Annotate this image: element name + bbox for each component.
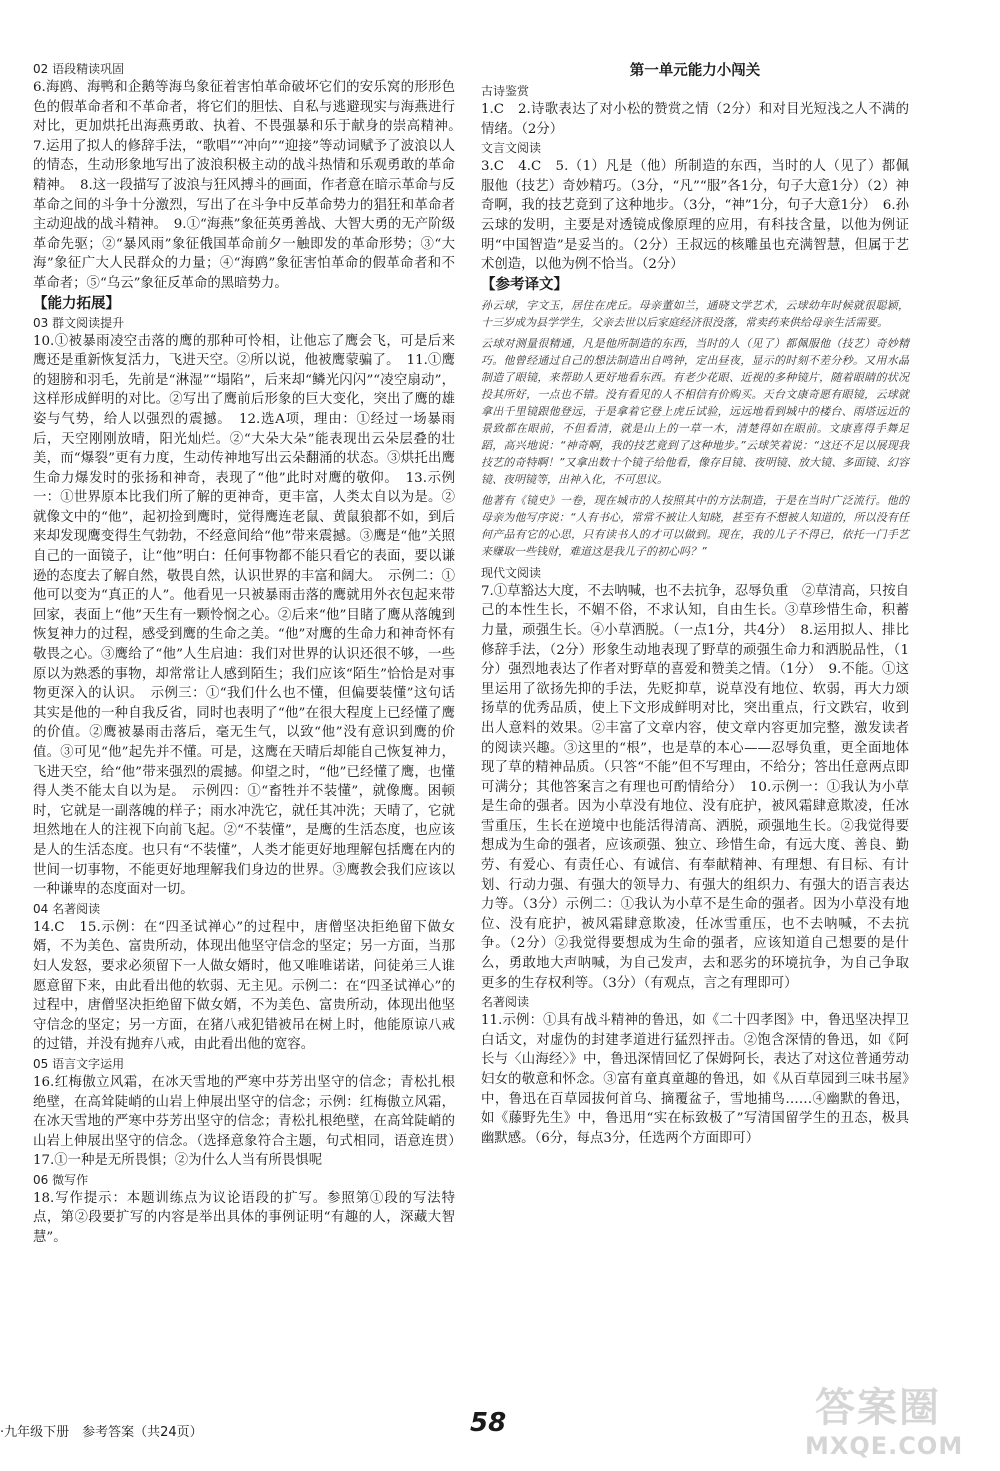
answer-block-10-13: 10.①被暴雨凌空击落的鹰的那种可怜相，让他忘了鹰会飞，可是后来鹰还是重新恢复活力，飞进天空。②所以说，他被鹰蒙骗了。 11.①鹰的翅膀和羽毛，先前是“淋湿”“塌陷”，后来却“鳞光闪闪”“凌空扇动”，这样形成鲜明的对比。②写出了鹰前后形象的巨大变化，突出了鹰的雄姿与气势，给人以强烈的震撼。 12.选A项，理由：①经过一场暴雨后，天空刚刚放晴，阳光灿烂。②“大朵大朵”能表现出云朵层叠的壮美，而“爆裂”更有力度，生动传神地写出云朵翻涌的状态。③烘托出鹰生命力爆发时的张扬和神奇，表现了“他”此时对鹰的敬仰。 13.示例一：①世界原本比我们所了解的更神奇，更丰富，人类太自以为是。②就像文中的“他”，起初捡到鹰时，觉得鹰连老鼠、黄鼠狼都不如，到后来却发现鹰变得生气勃勃，不经意间给“他”带来震撼。③鹰是“他”关照自己的一面镜子，让“他”明白：任何事物都不能只看它的表面，要以谦逊的态度去了解自然，敬畏自然，认识世界的丰富和阔大。 示例二：①他可以变为“真正的人”。他看见一只被暴雨击落的鹰就用外衣包起来带回家，表面上“他”天生有一颗怜悯之心。②后来“他”目睹了鹰从落魄到恢复神力的过程，感受到鹰的生命之美。“他”对鹰的生命力和神奇怀有敬畏之心。③鹰给了“他”人生启迪：我们对世界的认识还很不够，一些原以为熟悉的事物，却常常让人感到陌生；我们应该“陌生”恰恰是对事物更深入的认识。 示例三：①“我们什么也不懂，但偏要装懂”这句话其实是他的一种自我反省，同时也表明了“他”在很大程度上已经懂了鹰的价值。②鹰被暴雨击落后，毫无生气，以致“他”没有意识到鹰的价值。③可见“他”起先并不懂。可是，这鹰在天晴后却能自己恢复神力，飞进天空，给“他”带来强烈的震撼。仰望之时，“他”已经懂了鹰，也懂得人类不能太自以为是。 示例四：①“畜牲并不装懂”，就像鹰。困顿时，它就是一副落魄的样子；雨水冲洗它，就任其冲洗；天晴了，它就坦然地在人的注视下向前飞起。②“不装懂”，是鹰的生活态度，也应该是人的生活态度。也只有“不装懂”，人类才能更好地理解包括鹰在内的世间一切事物，不能更好地理解我们身边的世界。③鹰教会我们应该以一种谦卑的态度面对一切。	[33, 333, 455, 898]
section-header-wenyan: 文言文阅读	[481, 141, 542, 156]
left-column	[33, 60, 469, 1248]
watermark-logo-text: 答案圈	[815, 1385, 941, 1431]
section-header-05: 05 语言文字运用	[33, 1056, 125, 1071]
watermark-url: MXQE.COM	[805, 1432, 964, 1460]
right-column	[481, 60, 909, 1148]
section-header-gushi: 古诗鉴赏	[481, 84, 530, 98]
answer-block-6-9: 6.海鸥、海鸭和企鹅等海鸟象征着害怕革命破坏它们的安乐窝的形形色色的假革命者和不革命者，将它们的胆怯、自私与逃避现实与海燕进行对比，更加烘托出海燕勇敢、执着、不畏强暴和乐于献身的崇高精神。 7.运用了拟人的修辞手法，“歌唱”“冲向”“迎接”等动词赋予了波浪以人的情态，生动形象地写出了波浪积极主动的战斗热情和乐观勇敢的革命精神。 8.这一段描写了波浪与狂风搏斗的画面，作者意在暗示革命与反革命之间的斗争十分激烈，写出了在斗争中反革命势力的猖狂和革命者主动迎战的战斗精神。 9.①“海燕”象征英勇善战、大智大勇的无产阶级革命先驱；②“暴风雨”象征俄国革命前夕一触即发的革命形势；③“大海”象征广大人民群众的力量；④“海鸥”象征害怕革命的假革命者和不革命者；⑤“乌云”象征反革命的黑暗势力。	[33, 80, 469, 291]
ability-expansion-heading: 【能力拓展】	[33, 295, 120, 312]
section-header-mingzhu: 名著阅读	[481, 995, 530, 1010]
answer-block-1-2: 1.C 2.诗歌表达了对小松的赞赏之情（2分）和对目光短浅之人不满的情绪。（2分）	[481, 102, 909, 137]
reference-translation-heading: 【参考译文】	[481, 276, 568, 293]
unit-title: 第一单元能力小闯关	[629, 63, 761, 79]
section-header-06: 06 微写作	[33, 1172, 89, 1187]
watermark-logo	[805, 1376, 990, 1464]
answer-block-18: 18.写作提示：本题训练点为议论语段的扩写。参照第①段的写法特点，第②段要扩写的内容是举出具体的事例证明“有趣的人，深藏大智慧”。	[33, 1190, 455, 1246]
section-header-02: 02 语段精读巩固	[33, 62, 125, 76]
footer-book-info: ·九年级下册 参考答案（共24页）	[0, 1425, 203, 1440]
answer-block-11: 11.示例：①具有战斗精神的鲁迅，如《二十四孝图》中，鲁迅坚决捍卫白话文，对虚伪的封建孝道进行猛烈抨击。②饱含深情的鲁迅，如《阿长与〈山海经〉》中，鲁迅深情回忆了保姆阿长，表达了对这位普通劳动妇女的敬意和怀念。③富有童真童趣的鲁迅，如《从百草园到三味书屋》中，鲁迅在百草园拔何首乌、摘覆盆子，雪地捕鸟……④幽默的鲁迅，如《藤野先生》中，鲁迅用“实在标致极了”写清国留学生的丑态，极具幽默感。（6分，每点3分，任选两个方面即可）	[481, 1013, 909, 1146]
page-number: 58	[470, 1408, 507, 1438]
translation-paragraph-2: 云球对测量很精通，凡是他所制造的东西，当时的人（见了）都佩服他（技艺）奇妙精巧。他曾经通过自己的想法制造出自鸣钟，定出昼夜，显示的时刻不差分秒。又用水晶制造了眼镜，来帮助人更好地看东西。有老少花眼、近视的多种镜片，随着眼睛的状况投其所好，一点也不错。没有看见的人不相信有价购买。天台文康奇愿有眼镜，云球就拿出千里镜跟他登远，于是拿着它登上虎丘试验，远远地看到城中的楼台、雨塔远近的景致都在眼前，不但看清，就是山上的一草一木，清楚得如在眼前。文康喜得手舞足蹈，高兴地说：“神奇啊，我的技艺竟到了这种地步。”云球笑着说：“这还不足以展现我技艺的奇特啊！”又拿出数十个镜子给他看，像存目镜、夜明镜、放大镜、多面镜、幻容镜、夜明镜等，出神入化，不可思议。	[481, 336, 909, 486]
translation-paragraph-1: 孙云球，字文玉，居住在虎丘。母亲董如兰，通晓文学艺术，云球幼年时候就很聪颖，十三岁成为县学学生，父亲去世以后家庭经济很没落，常卖药来供给母亲生活需要。	[481, 298, 909, 329]
answer-block-14-15: 14.C 15.示例：在“四圣试禅心”的过程中，唐僧坚决拒绝留下做女婿，不为美色、富贵所动，体现出他坚守信念的坚定；另一方面，当那妇人发怒，要求必须留下一人做女婿时，他又唯唯诺诺，问徒弟三人谁愿意留下来，由此看出他的软弱、无主见。示例二：在“四圣试禅心”的过程中，唐僧坚决拒绝留下做女婿，不为美色、富贵所动，体现出他坚守信念的坚定；另一方面，在猪八戒犯错被吊在树上时，他能原谅八戒的过错，并没有抛弃八戒，由此看出他的宽容。	[33, 919, 455, 1053]
answer-block-7-10: 7.①草豁达大度，不去呐喊，也不去抗争，忍辱负重 ②草清高，只按自己的本性生长，不媚不俗，不求认知，自由生长。③草珍惜生命，积蓄力量，顽强生长。④小草洒脱。（一点1分，共4分） 8.运用拟人、排比修辞手法，（2分）形象生动地表现了野草的顽强生命力和洒脱品性，（1分）强烈地表达了作者对野草的喜爱和赞美之情。（1分） 9.不能。①这里运用了欲扬先抑的手法，先贬抑草，说草没有地位、软弱，再大力颂扬草的优秀品质，使上下文形成鲜明对比，突出重点，行文跌宕，收到出人意料的效果。②丰富了文章内容，使文章内容更加完整，激发读者的阅读兴趣。③这里的“根”，也是草的本心——忍辱负重，更全面地体现了草的精神品质。（只答“不能”但不写理由，不给分；答出任意两点即可满分；其他答案言之有理也可酌情给分） 10.示例一：①我认为小草是生命的强者。因为小草没有地位、没有庇护，被风霜肆意欺凌，任冰雪重压，生长在逆境中也能活得清高、洒脱，顽强地生长。②我觉得要想成为生命的强者，应该顽强、独立、珍惜生命，有远大度、善良、勤劳、有爱心、有责任心、有诚信、有奉献精神、有理想、有目标、有计划、行动力强、有强大的领导力、有强大的组织力、有强大的语言表达力等。（3分）示例二：①我认为小草不是生命的强者。因为小草没有地位、没有庇护，被风霜肆意欺凌，任冰雪重压，也不去呐喊，不去抗争。（2分）②我觉得要想成为生命的强者，应该知道自己想要的是什么，勇敢地大声呐喊，为自己发声，去和恶劣的环境抗争，为自己争取更多的生存权利等。（3分）（有观点，言之有理即可）	[481, 583, 909, 991]
section-header-04: 04 名著阅读	[33, 901, 101, 916]
section-header-xiandai: 现代文阅读	[481, 565, 542, 580]
section-header-03: 03 群文阅读提升	[33, 315, 125, 330]
translation-paragraph-3: 他著有《镜史》一卷，现在城市的人按照其中的方法制造，于是在当时广泛流行。他的母亲为他写序说：“人有书心，常常不被让人知晓，甚至有不想被人知道的，所以没有任何产品有它的心思，只有读书人的才可以做到。现在，我的儿子不得已，依托一门手艺来赚取一些钱财，难道这是我儿子的初心吗？”	[481, 493, 909, 558]
answer-block-3-6: 3.C 4.C 5.（1）凡是（他）所制造的东西，当时的人（见了）都佩服他（技艺）奇妙精巧。（3分，“凡”“服”各1分，句子大意1分）（2）神奇啊，我的技艺竟到了这种地步。（3分，“神”1分，句子大意1分） 6.孙云球的发明，主要是对透镜成像原理的应用，有科技含量，以他为例证明“中国智造”是妥当的。（2分）王叔远的核雕虽也充满智慧，但属于艺术创造，以他为例不恰当。（2分）	[481, 159, 909, 273]
answer-block-16-17: 16.红梅傲立风霜，在冰天雪地的严寒中芬芳出坚守的信念；青松扎根绝壁，在高耸陡峭的山岩上伸展出坚守的信念；示例：红梅傲立风霜，在冰天雪地的严寒中芬芳出坚守的信念；青松扎根绝壁，在高耸陡峭的山岩上伸展出坚守的信念。（选择意象符合主题，句式相同，语意连贯） 17.①一种是无所畏惧；②为什么人当有所畏惧呢	[33, 1074, 469, 1169]
